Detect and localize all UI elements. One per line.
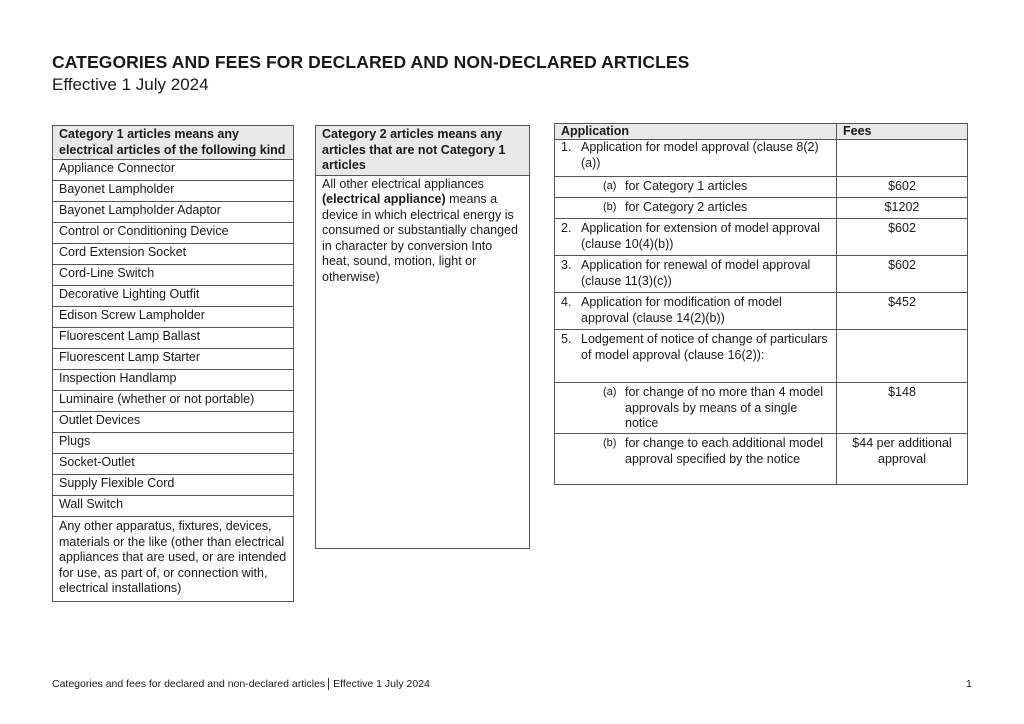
- category-1-item: Edison Screw Lampholder: [53, 307, 294, 328]
- category-1-item: Appliance Connector: [53, 160, 294, 181]
- category-1-item: Control or Conditioning Device: [53, 223, 294, 244]
- item-number: 3.: [561, 258, 572, 272]
- sub-item-label: (a): [603, 180, 617, 192]
- item-number: 2.: [561, 221, 572, 235]
- fees-table: [554, 123, 968, 485]
- footer-effective-date: Effective 1 July 2024: [333, 678, 430, 690]
- fee-row: [555, 434, 968, 485]
- category-1-table: [52, 125, 294, 602]
- category-1-item: Inspection Handlamp: [53, 370, 294, 391]
- item-number: 5.: [561, 332, 572, 346]
- category-1-item: Decorative Lighting Outfit: [53, 286, 294, 307]
- item-number: 1.: [561, 140, 572, 154]
- item-text: Lodgement of notice of change of particulars of model approval (clause 16(2)):: [581, 332, 828, 362]
- item-text: Application for extension of model approval (clause 10(4)(b)): [581, 221, 821, 251]
- category-1-item: Luminaire (whether or not portable): [53, 391, 294, 412]
- category-1-item: Cord Extension Socket: [53, 244, 294, 265]
- item-text: for Category 2 articles: [625, 200, 748, 214]
- fee-value: $148: [837, 383, 968, 434]
- item-text: Application for renewal of model approval (clause 11(3)(c)): [581, 258, 811, 288]
- item-text: for change to each additional model approval specified by the notice: [625, 436, 824, 466]
- page-subtitle: Effective 1 July 2024: [52, 75, 209, 94]
- fee-value: $602: [837, 219, 968, 256]
- item-text: for Category 1 articles: [625, 179, 748, 193]
- category-1-item: Fluorescent Lamp Ballast: [53, 328, 294, 349]
- category-2-term: (electrical appliance): [322, 192, 446, 206]
- category-1-item: Cord-Line Switch: [53, 265, 294, 286]
- category-2-text: means a device in which electrical energy is consumed or substantially changed in character by conversion Into heat, sound, motion, light or otherwise): [322, 192, 518, 284]
- item-number: 4.: [561, 295, 572, 309]
- category-1-item: Supply Flexible Cord: [53, 475, 294, 496]
- fee-row: [555, 383, 968, 434]
- category-1-item: Bayonet Lampholder: [53, 181, 294, 202]
- category-1-item: Fluorescent Lamp Starter: [53, 349, 294, 370]
- application-column-header: Application: [555, 124, 837, 140]
- category-1-item: Bayonet Lampholder Adaptor: [53, 202, 294, 223]
- fee-row: [555, 330, 968, 383]
- category-2-table: [315, 125, 530, 549]
- item-text: for change of no more than 4 model approvals by means of a single notice: [625, 385, 824, 430]
- fee-row: [555, 140, 968, 177]
- page-number: 1: [966, 678, 972, 690]
- fee-row: [555, 198, 968, 219]
- fee-value: $44 per additional approval: [837, 434, 968, 485]
- category-2-text: All other electrical appliances: [322, 176, 484, 191]
- fee-value: $602: [837, 256, 968, 293]
- fee-row: [555, 219, 968, 256]
- category-1-item: Socket-Outlet: [53, 454, 294, 475]
- fee-value: $452: [837, 293, 968, 330]
- fee-value: $1202: [837, 198, 968, 219]
- footer: [52, 678, 430, 690]
- item-text: Application for model approval (clause 8(2)(a)): [581, 140, 819, 170]
- sub-item-label: (a): [603, 386, 617, 398]
- category-1-item: Plugs: [53, 433, 294, 454]
- page-title: CATEGORIES AND FEES FOR DECLARED AND NON-DECLARED ARTICLES: [52, 52, 690, 72]
- fee-row: [555, 256, 968, 293]
- fee-value: $602: [837, 177, 968, 198]
- category-1-item: Wall Switch: [53, 496, 294, 517]
- sub-item-label: (b): [603, 201, 617, 213]
- category-1-item: Any other apparatus, fixtures, devices, materials or the like (other than electrical appliances that are used, or are intended for use, as part of, or connection with, electrical installations): [53, 517, 294, 602]
- category-2-header: Category 2 articles means any articles that are not Category 1 articles: [316, 126, 530, 176]
- fee-row: [555, 177, 968, 198]
- fee-value: [837, 330, 968, 383]
- category-1-item: Outlet Devices: [53, 412, 294, 433]
- footer-divider: [328, 678, 329, 690]
- fees-column-header: Fees: [837, 124, 968, 140]
- item-text: Application for modification of model approval (clause 14(2)(b)): [581, 295, 782, 325]
- sub-item-label: (b): [603, 437, 617, 449]
- category-1-header: Category 1 articles means any electrical articles of the following kind: [53, 126, 294, 160]
- fee-value: [837, 140, 968, 177]
- fee-row: [555, 293, 968, 330]
- category-2-description: [316, 175, 530, 548]
- footer-document-title: Categories and fees for declared and non-declared articles: [52, 678, 326, 690]
